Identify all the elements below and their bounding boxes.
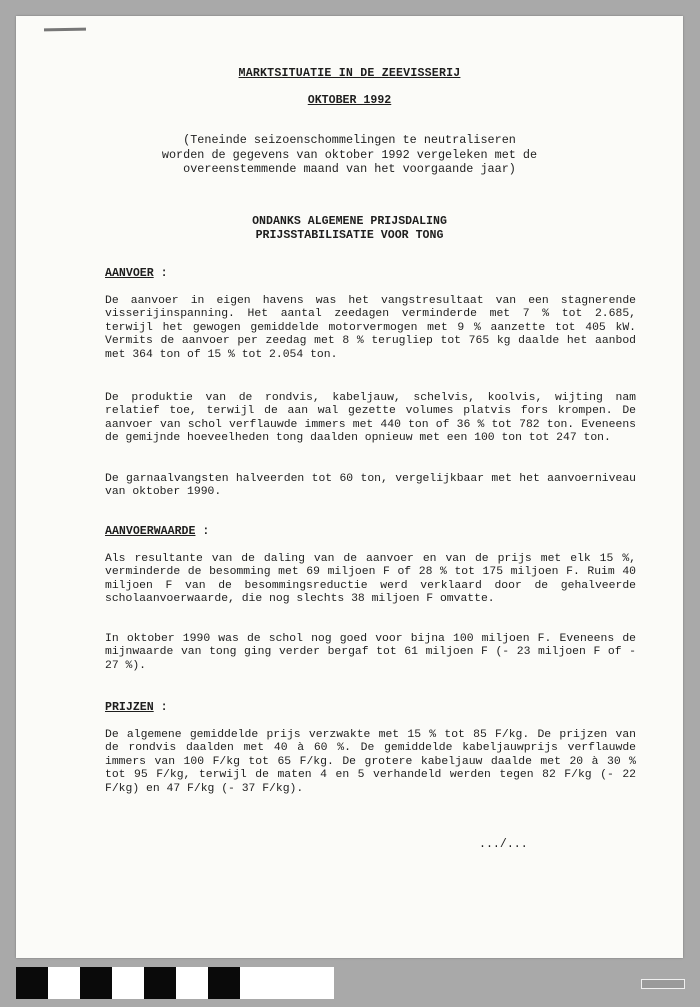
headline-line: PRIJSSTABILISATIE VOOR TONG xyxy=(255,228,444,242)
intro-line: overeenstemmende maand van het voorgaande jaar) xyxy=(183,162,516,177)
headline xyxy=(16,215,683,243)
calibration-patch xyxy=(176,967,208,999)
document-period: OKTOBER 1992 xyxy=(307,94,392,107)
scan-tag xyxy=(641,979,685,989)
calibration-patch xyxy=(80,967,112,999)
paragraph: In oktober 1990 was de schol nog goed voor bijna 100 miljoen F. Eveneens de mijnwaarde van tong ging verder bergaf tot 61 miljoen F (- 23 miljoen F of - 27 %). xyxy=(105,633,636,672)
paragraph: Als resultante van de daling van de aanvoer en van de prijs met elk 15 %, verminderde de besomming met 69 miljoen F of 28 % tot 175 miljoen F. Ruim 40 miljoen F van de besommingsreductie werd verklaard door de gehalveerde scholaanvoerwaarde, die nog slechts 38 miljoen F omvatte. xyxy=(105,553,636,606)
section-heading-label: AANVOER xyxy=(105,267,154,280)
document-page xyxy=(16,16,683,958)
calibration-patch xyxy=(48,967,80,999)
paragraph: De produktie van de rondvis, kabeljauw, schelvis, koolvis, wijting nam relatief toe, terwijl de aan wal gezette volumes platvis fors krompen. De aanvoer van schol verflauwde immers met 440 ton of 36 % tot 782 ton. Eveneens de gemijnde hoeveelheden tong daalden opnieuw met een 100 ton tot 247 ton. xyxy=(105,392,636,445)
calibration-patch xyxy=(208,967,240,999)
section-heading-aanvoerwaarde xyxy=(105,525,209,538)
intro-note xyxy=(16,133,683,177)
calibration-patch xyxy=(240,967,334,999)
section-heading-colon: : xyxy=(153,701,168,714)
section-heading-label: AANVOERWAARDE xyxy=(105,525,196,538)
paragraph: De algemene gemiddelde prijs verzwakte met 15 % tot 85 F/kg. De prijzen van de rondvis daalden met 40 à 60 %. De gemiddelde kabeljauwprijs verflauwde immers van 100 F/kg tot 65 F/kg. De grotere kabeljauw daalde met 20 à 30 % tot 95 F/kg, terwijl de maten 4 en 5 verhandeld werden tegen 82 F/kg (- 22 F/kg) en 47 F/kg (- 37 F/kg). xyxy=(105,729,636,795)
document-title: MARKTSITUATIE IN DE ZEEVISSERIJ xyxy=(238,67,461,80)
continued-marker: .../... xyxy=(479,838,528,851)
section-heading-colon: : xyxy=(195,525,210,538)
section-heading-label: PRIJZEN xyxy=(105,701,154,714)
section-heading-prijzen xyxy=(105,701,168,714)
intro-line: worden de gegevens van oktober 1992 vergeleken met de xyxy=(161,147,538,162)
headline-line: ONDANKS ALGEMENE PRIJSDALING xyxy=(252,215,447,228)
calibration-patch xyxy=(112,967,144,999)
calibration-patch xyxy=(16,967,48,999)
section-heading-colon: : xyxy=(153,267,168,280)
paragraph: De garnaalvangsten halveerden tot 60 ton, vergelijkbaar met het aanvoerniveau van oktober 1990. xyxy=(105,473,636,499)
scan-mark xyxy=(44,28,86,32)
section-heading-aanvoer xyxy=(105,267,168,280)
color-calibration-bar xyxy=(16,967,334,999)
intro-line: (Teneinde seizoenschommelingen te neutraliseren xyxy=(183,133,516,147)
calibration-patch xyxy=(144,967,176,999)
paragraph: De aanvoer in eigen havens was het vangstresultaat van een stagnerende visserijinspanning. Het aantal zeedagen verminderde met 7 % tot 2.685, terwijl het gewogen gemiddelde motorvermogen met 9 % aanzette tot 405 kW. Vermits de aanvoer per zeedag met 8 % terugliep tot 765 kg daalde het aanbod met 364 ton of 15 % tot 2.054 ton. xyxy=(105,295,636,361)
